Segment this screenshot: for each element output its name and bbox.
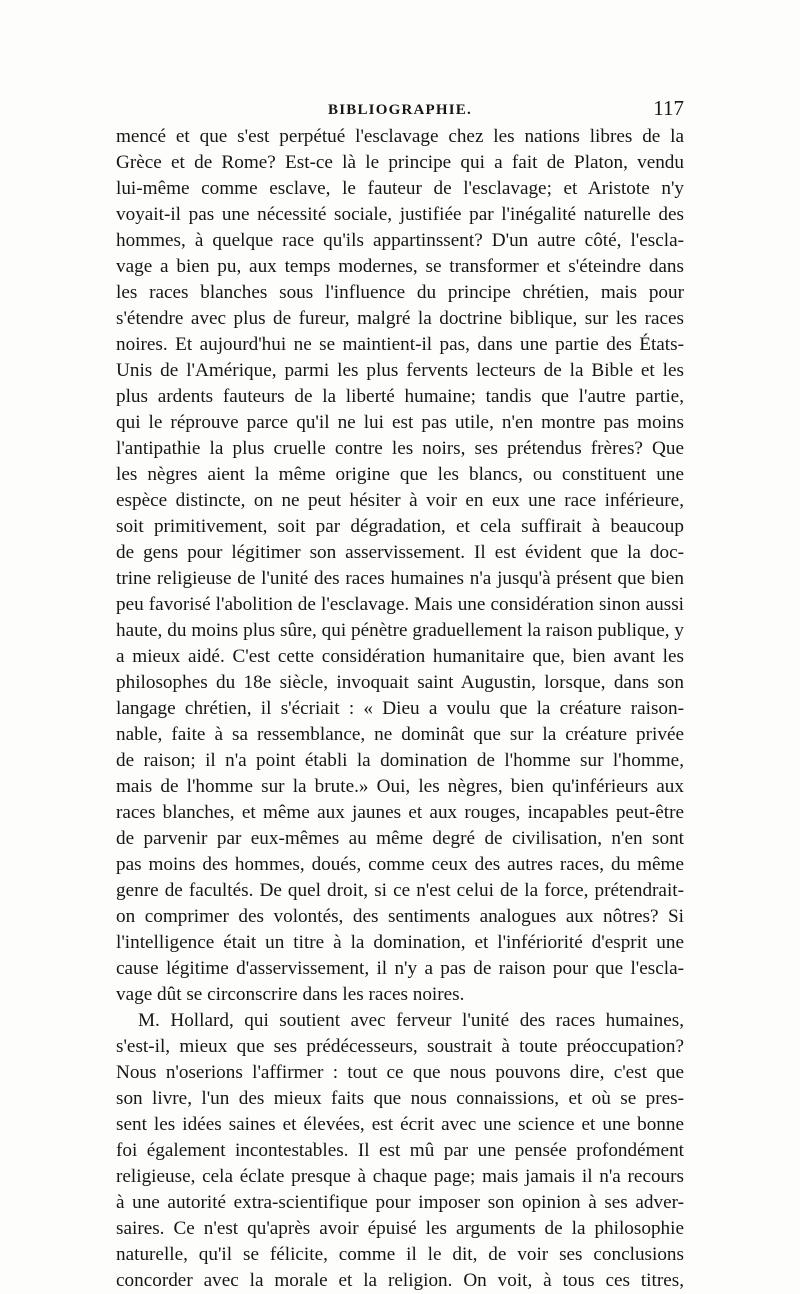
text-line: philosophes du 18e siècle, invoquait saint Augustin, lorsque, dans son	[116, 672, 684, 693]
text-line: Grèce et de Rome? Est-ce là le principe qui a fait de Platon, vendu	[116, 152, 684, 173]
text-line: on comprimer des volontés, des sentiments analogues aux nôtres? Si	[116, 906, 684, 927]
text-line: peu favorisé l'abolition de l'esclavage. Mais une considération sinon aussi	[116, 594, 684, 615]
text-line: noires. Et aujourd'hui ne se maintient-il pas, dans une partie des États-	[116, 334, 684, 355]
text-line: espèce distincte, on ne peut hésiter à voir en eux une race inférieure,	[116, 490, 684, 511]
text-line: a mieux aidé. C'est cette considération humanitaire que, bien avant les	[116, 646, 684, 667]
text-line: foi également incontestables. Il est mû par une pensée profondément	[116, 1140, 684, 1161]
text-line: genre de facultés. De quel droit, si ce n'est celui de la force, prétendrait-	[116, 880, 684, 901]
text-line: vage dût se circonscrire dans les races noires.	[116, 984, 465, 1005]
text-line: langage chrétien, il s'écriait : « Dieu a voulu que la créature raison-	[116, 698, 684, 719]
text-line: sent les idées saines et élevées, est écrit avec une science et une bonne	[116, 1114, 684, 1135]
text-line: l'antipathie la plus cruelle contre les noirs, ses prétendus frères? Que	[116, 438, 684, 459]
text-line: à une autorité extra-scientifique pour imposer son opinion à ses adver-	[116, 1192, 684, 1213]
text-line: haute, du moins plus sûre, qui pénètre graduellement la raison publique, y	[116, 620, 684, 641]
body-text	[116, 124, 684, 1294]
text-line: l'intelligence était un titre à la domination, et l'infériorité d'esprit une	[116, 932, 684, 953]
text-line: M. Hollard, qui soutient avec ferveur l'unité des races humaines,	[138, 1010, 684, 1031]
text-line: religieuse, cela éclate presque à chaque page; mais jamais il n'a recours	[116, 1166, 684, 1187]
text-line: concorder avec la morale et la religion. On voit, à tous ces titres,	[116, 1270, 684, 1291]
running-title: BIBLIOGRAPHIE.	[328, 102, 472, 118]
text-line: races blanches, et même aux jaunes et aux rouges, incapables peut-être	[116, 802, 684, 823]
text-line: nable, faite à sa ressemblance, ne dominât que sur la créature privée	[116, 724, 684, 745]
text-line: plus ardents fauteurs de la liberté humaine; tandis que l'autre partie,	[116, 386, 684, 407]
text-line: trine religieuse de l'unité des races humaines n'a jusqu'à présent que bien	[116, 568, 684, 589]
text-line: s'étendre avec plus de fureur, malgré la doctrine biblique, sur les races	[116, 308, 684, 329]
text-line: hommes, à quelque race qu'ils appartinssent? D'un autre côté, l'escla-	[116, 230, 684, 251]
text-line: Unis de l'Amérique, parmi les plus fervents lecteurs de la Bible et les	[116, 360, 684, 381]
text-line: de gens pour légitimer son asservissement. Il est évident que la doc-	[116, 542, 684, 563]
text-line: cause légitime d'asservissement, il n'y a pas de raison pour que l'escla-	[116, 958, 684, 979]
text-line: s'est-il, mieux que ses prédécesseurs, soustrait à toute préoccupation?	[116, 1036, 684, 1057]
text-line: son livre, l'un des mieux faits que nous connaissions, et où se pres-	[116, 1088, 684, 1109]
text-line: de parvenir par eux-mêmes au même degré de civilisation, n'en sont	[116, 828, 684, 849]
text-line: les races blanches sous l'influence du principe chrétien, mais pour	[116, 282, 684, 303]
text-line: pas moins des hommes, doués, comme ceux des autres races, du même	[116, 854, 684, 875]
page-number: 117	[653, 96, 684, 120]
text-line: de raison; il n'a point établi la domination de l'homme sur l'homme,	[116, 750, 684, 771]
text-line: qui le réprouve parce qu'il ne lui est pas utile, n'en montre pas moins	[116, 412, 684, 433]
text-line: Nous n'oserions l'affirmer : tout ce que nous pouvons dire, c'est que	[116, 1062, 684, 1083]
page-header	[116, 96, 684, 122]
text-line: mencé et que s'est perpétué l'esclavage chez les nations libres de la	[116, 126, 684, 147]
text-line: soit primitivement, soit par dégradation, et cela suffirait à beaucoup	[116, 516, 684, 537]
text-line: les nègres aient la même origine que les blancs, ou constituent une	[116, 464, 684, 485]
text-line: voyait-il pas une nécessité sociale, justifiée par l'inégalité naturelle des	[116, 204, 684, 225]
text-line: mais de l'homme sur la brute.» Oui, les nègres, bien qu'inférieurs aux	[116, 776, 684, 797]
text-line: lui-même comme esclave, le fauteur de l'esclavage; et Aristote n'y	[116, 178, 684, 199]
text-line: vage a bien pu, aux temps modernes, se transformer et s'éteindre dans	[116, 256, 684, 277]
text-line: saires. Ce n'est qu'après avoir épuisé les arguments de la philosophie	[116, 1218, 684, 1239]
text-line: naturelle, qu'il se félicite, comme il le dit, de voir ses conclusions	[116, 1244, 684, 1265]
